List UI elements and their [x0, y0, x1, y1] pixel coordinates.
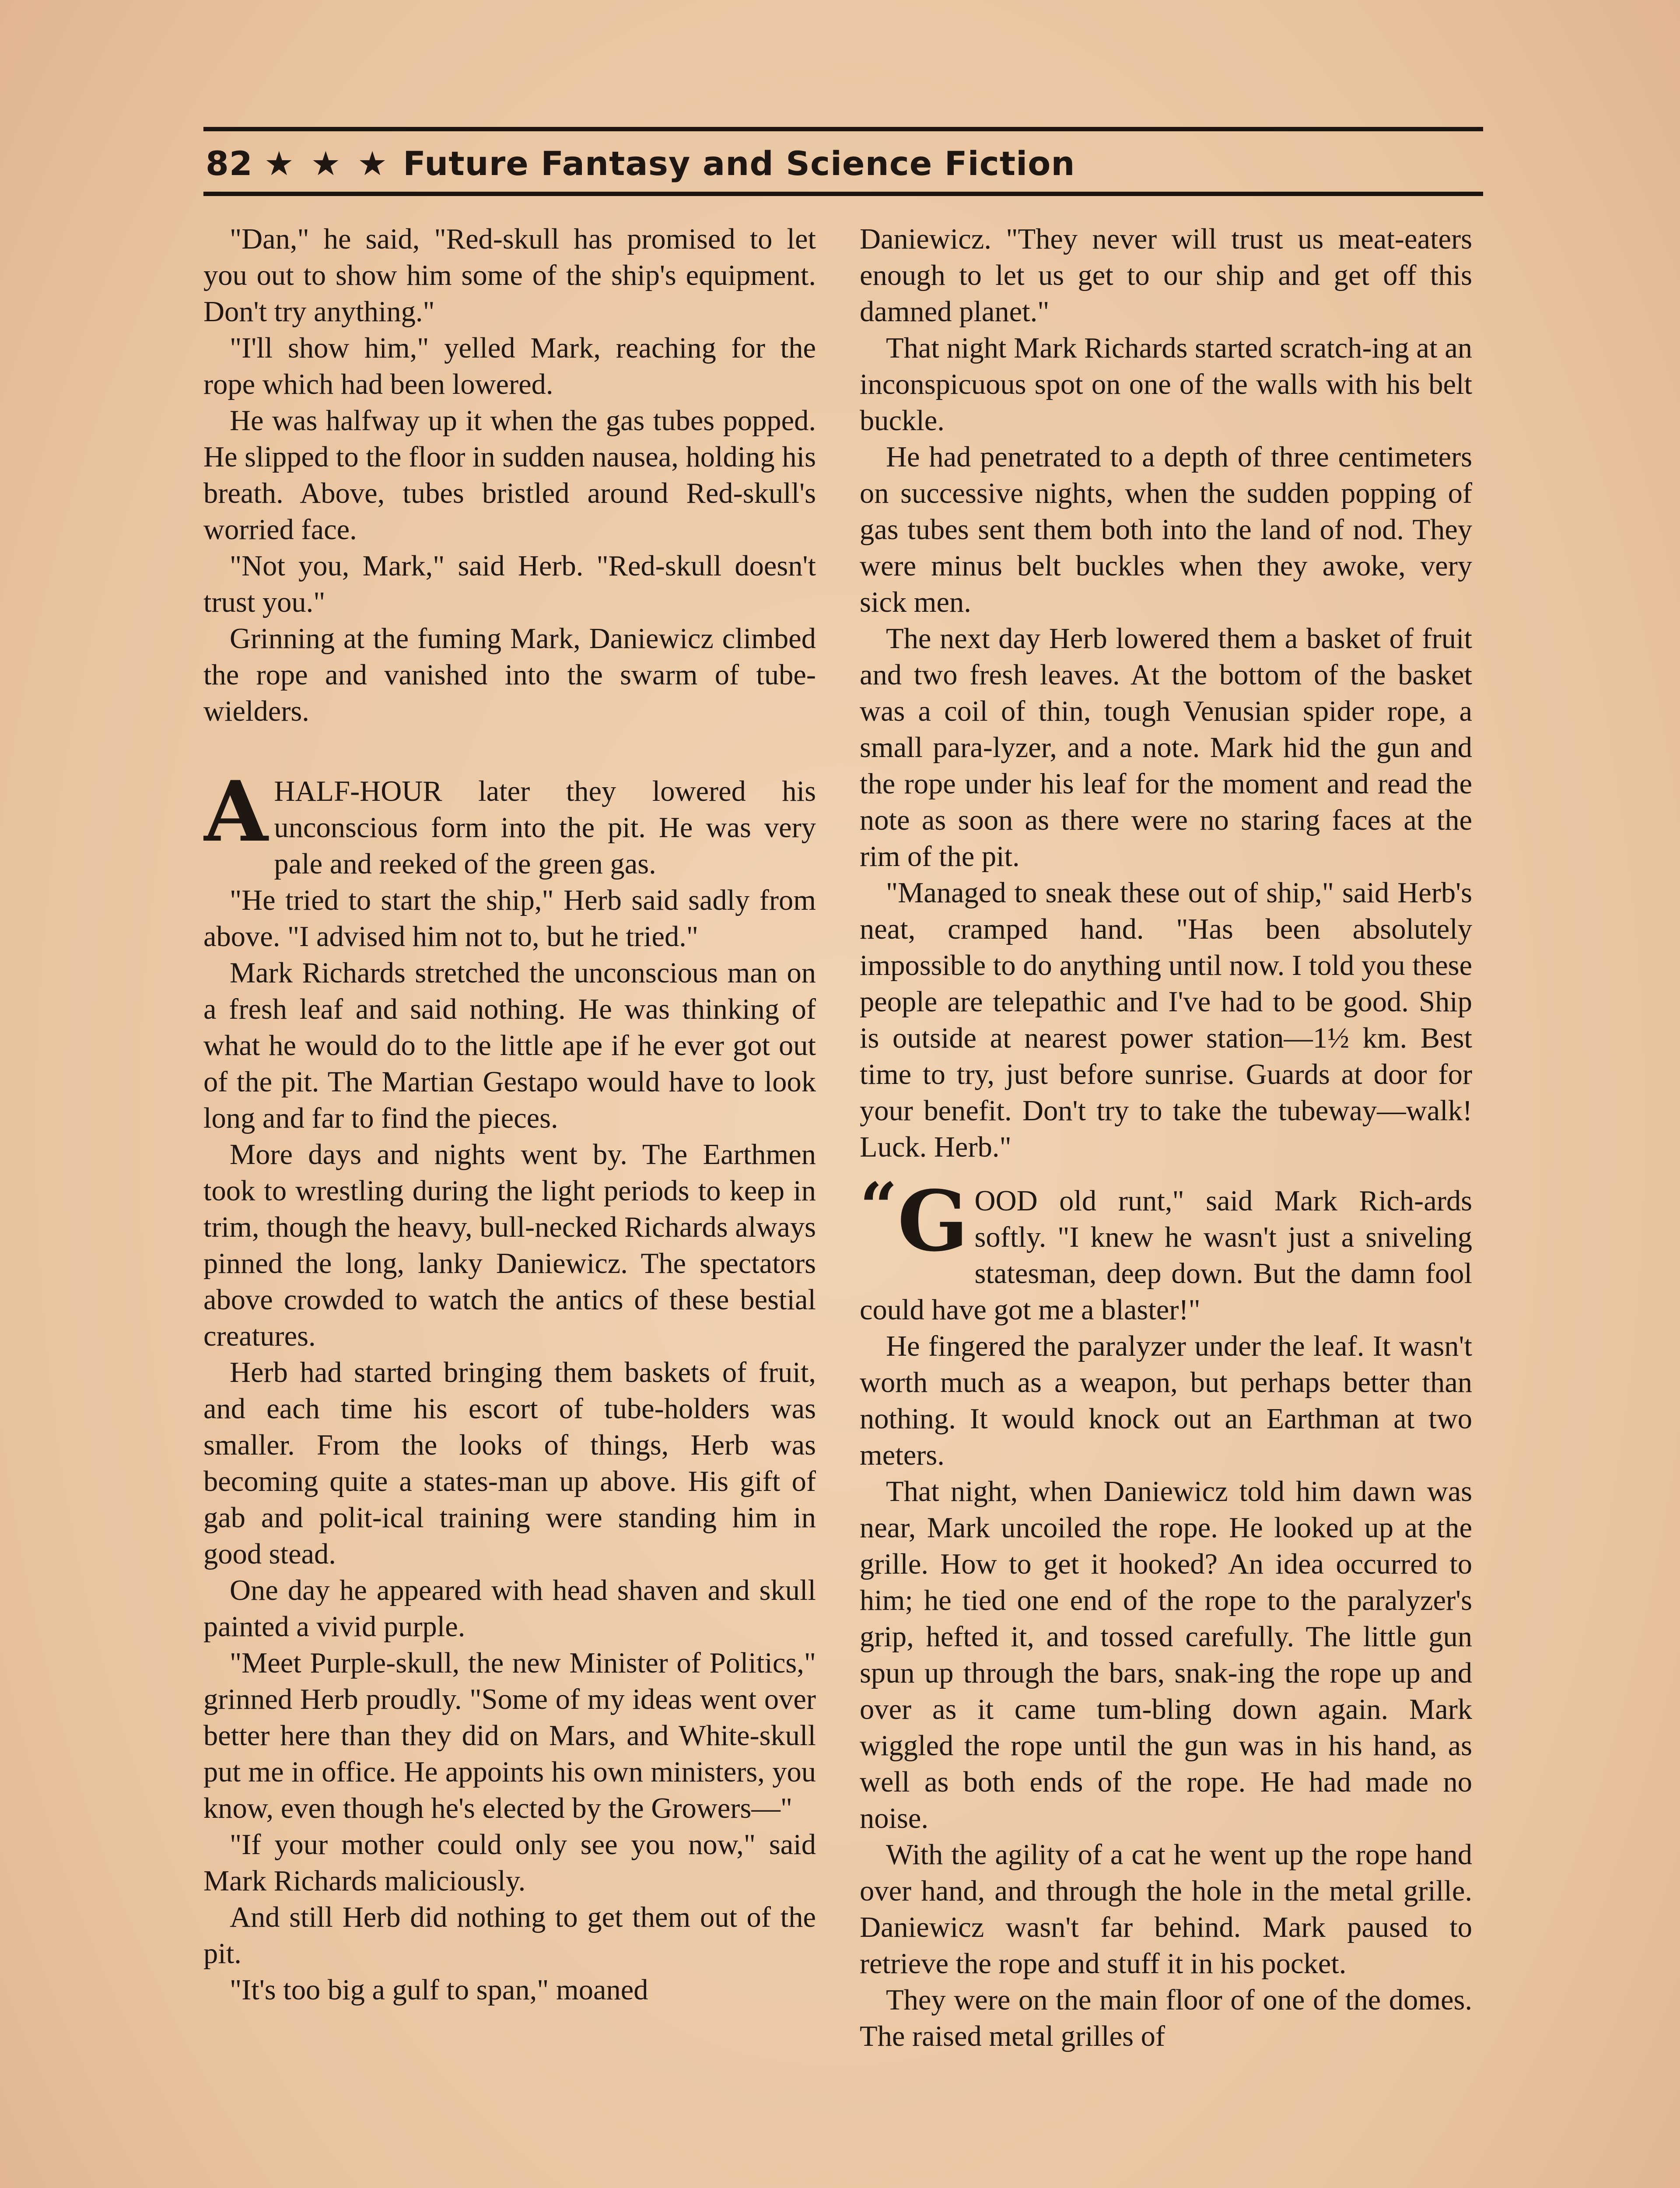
paragraph: "Managed to sneak these out of ship," said Herb's neat, cramped hand. "Has been absolutely impossible to do anything until now. I told you these people are telepathic and I've had to be good. Ship is outside at nearest power station—1½ km. Best time to try, just before sunrise. Guards at door for your benefit. Don't try to take the tubeway—walk! Luck. Herb.": [860, 877, 1472, 1163]
right-column: [860, 221, 1472, 2188]
paragraph: "I'll show him," yelled Mark, reaching for the rope which had been lowered.: [203, 332, 816, 400]
paragraph-text: HALF-HOUR later they lowered his unconscious form into the pit. He was very pale and reeked of the green gas.: [274, 775, 816, 880]
magazine-title: Future Fantasy and Science Fiction: [403, 144, 1075, 183]
paragraph: That night Mark Richards started scratch-ing at an inconspicuous spot on one of the walls with his belt buckle.: [860, 332, 1472, 437]
paragraph: "Dan," he said, "Red-skull has promised to let you out to show him some of the ship's equipment. Don't try anything.": [203, 223, 816, 328]
paragraph: One day he appeared with head shaven and skull painted a vivid purple.: [203, 1574, 816, 1643]
paragraph: "If your mother could only see you now," said Mark Richards maliciously.: [203, 1829, 816, 1897]
section-opening-paragraph: [860, 1168, 1472, 1328]
paragraph: And still Herb did nothing to get them out of the pit.: [203, 1901, 816, 1970]
left-column: [203, 221, 816, 2188]
page-number: 82: [206, 144, 253, 183]
paragraph: He was halfway up it when the gas tubes popped. He slipped to the floor in sudden nausea, holding his breath. Above, tubes bristled around Red-skull's worried face.: [203, 405, 816, 546]
paragraph: They were on the main floor of one of the domes. The raised metal grilles of: [860, 1984, 1472, 2052]
paragraph: "Meet Purple-skull, the new Minister of Politics," grinned Herb proudly. "Some of my ideas went over better here than they did on Mars, and White-skull put me in office. He appoints his own ministers, you know, even though he's elected by the Growers—": [203, 1647, 816, 1824]
drop-cap-quote: “: [860, 1168, 898, 1245]
header-bottom-rule: [203, 192, 1483, 196]
paragraph: "He tried to start the ship," Herb said sadly from above. "I advised him not to, but he tried.": [203, 884, 816, 953]
paragraph: Mark Richards stretched the unconscious man on a fresh leaf and said nothing. He was thinking of what he would do to the little ape if he ever got out of the pit. The Martian Gestapo would have to look long and far to find the pieces.: [203, 957, 816, 1134]
section-opening-paragraph: [203, 763, 816, 882]
paragraph: "Not you, Mark," said Herb. "Red-skull doesn't trust you.": [203, 550, 816, 618]
paragraph: He had penetrated to a depth of three centimeters on successive nights, when the sudden popping of gas tubes sent them both into the land of nod. They were minus belt buckles when they awoke, very sick men.: [860, 441, 1472, 618]
drop-cap: G: [897, 1172, 969, 1270]
paragraph: That night, when Daniewicz told him dawn was near, Mark uncoiled the rope. He looked up at the grille. How to get it hooked? An idea occurred to him; he tied one end of the rope to the paralyzer's grip, hefted it, and tossed carefully. The little gun spun up through the bars, snak-ing the rope up and over as it came tum-bling down again. Mark wiggled the rope until the gun was in his hand, as well as both ends of the rope. He had made no noise.: [860, 1476, 1472, 1834]
paragraph: Grinning at the fuming Mark, Daniewicz climbed the rope and vanished into the swarm of tube-wielders.: [203, 623, 816, 727]
paragraph: Daniewicz. "They never will trust us meat-eaters enough to let us get to our ship and get off this damned planet.": [860, 223, 1472, 328]
star-ornaments: ★ ★ ★: [264, 144, 390, 183]
drop-cap: A: [203, 763, 268, 860]
paragraph: With the agility of a cat he went up the rope hand over hand, and through the hole in the metal grille. Daniewicz wasn't far behind. Mark paused to retrieve the rope and stuff it in his pocket.: [860, 1839, 1472, 1980]
paragraph: The next day Herb lowered them a basket of fruit and two fresh leaves. At the bottom of the basket was a coil of thin, tough Venusian spider rope, a small para-lyzer, and a note. Mark hid the gun and the rope under his leaf for the moment and read the note as soon as there were no staring faces at the rim of the pit.: [860, 623, 1472, 873]
paragraph: Herb had started bringing them baskets of fruit, and each time his escort of tube-holders was smaller. From the looks of things, Herb was becoming quite a states-man up above. His gift of gab and polit-ical training were standing him in good stead.: [203, 1357, 816, 1570]
paragraph-text: OOD old runt," said Mark Rich-ards softly. "I knew he wasn't just a sniveling statesman, deep down. But the damn fool could have got me a blaster!": [860, 1185, 1472, 1326]
running-header: [206, 139, 1474, 187]
paragraph: "It's too big a gulf to span," moaned: [230, 1974, 648, 2006]
header-top-rule: [203, 127, 1483, 131]
paragraph: He fingered the paralyzer under the leaf. It wasn't worth much as a weapon, but perhaps better than nothing. It would knock out an Earthman at two meters.: [860, 1330, 1472, 1471]
paragraph: More days and nights went by. The Earthmen took to wrestling during the light periods to keep in trim, though the heavy, bull-necked Richards always pinned the long, lanky Daniewicz. The spectators above crowded to watch the antics of these bestial creatures.: [203, 1139, 816, 1352]
